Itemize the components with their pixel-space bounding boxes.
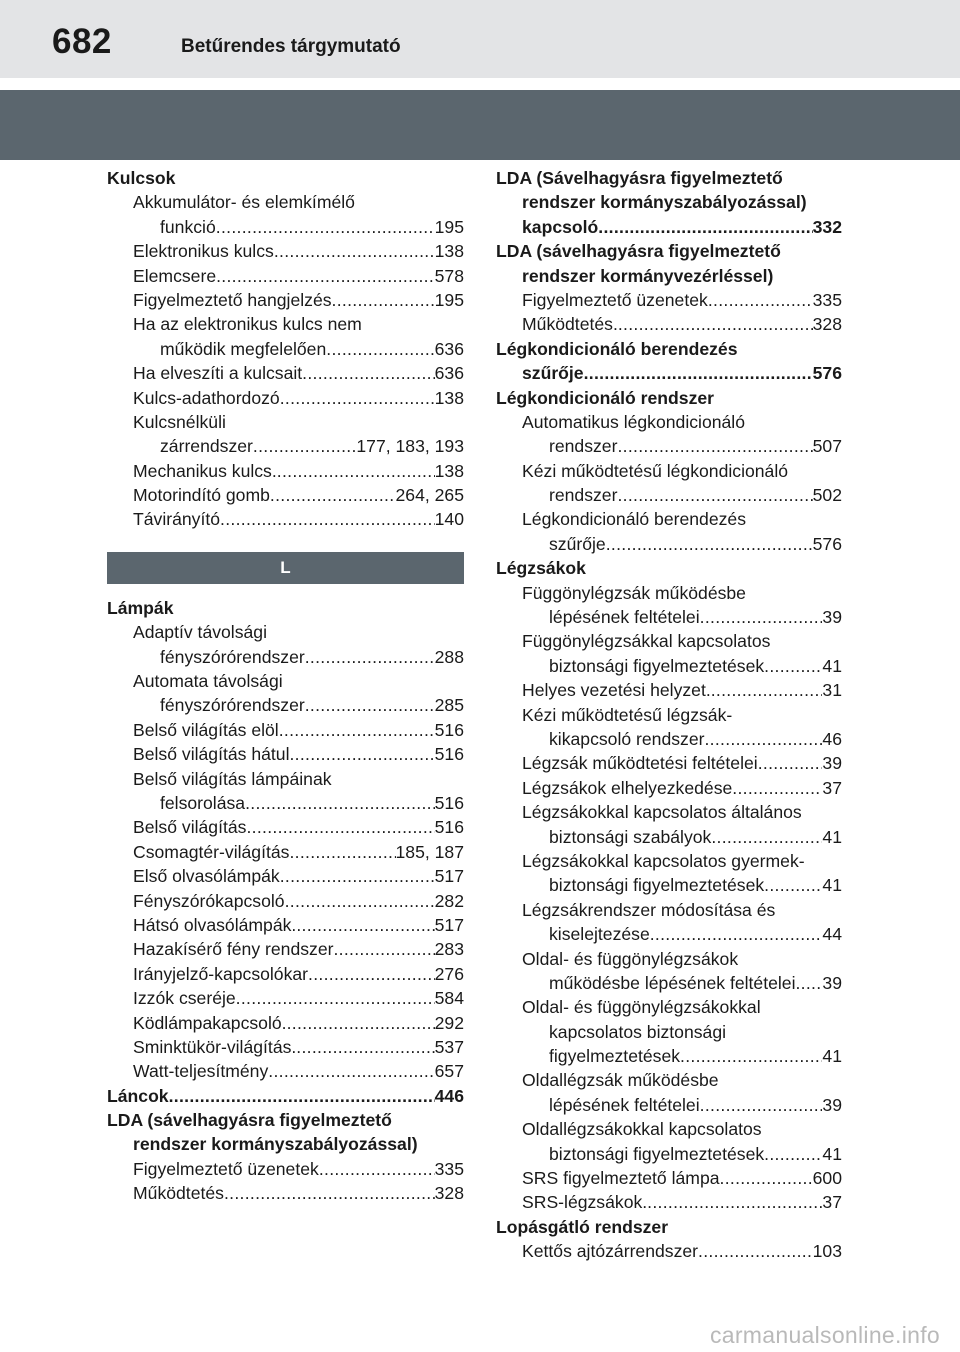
letter-section-label: L	[280, 557, 291, 577]
entry-label: rendszer kormányszabályozással)	[133, 1134, 418, 1155]
index-entry[interactable]	[496, 312, 842, 336]
entry-label: Mechanikus kulcs.	[133, 460, 277, 481]
dot-leader	[708, 288, 813, 312]
index-entry[interactable]	[496, 605, 842, 629]
entry-label: Automata távolsági	[133, 671, 283, 692]
entry-page-number[interactable]: 502	[812, 485, 842, 506]
index-entry[interactable]	[107, 483, 464, 507]
index-heading-entry	[496, 166, 842, 190]
dot-leader	[764, 654, 822, 678]
entry-label: LDA (Sávelhagyásra figyelmeztető	[496, 168, 783, 188]
index-entry[interactable]	[107, 507, 464, 531]
index-entry[interactable]	[496, 532, 842, 556]
index-entry[interactable]	[496, 727, 842, 751]
entry-label: Elektronikus kulcs	[133, 241, 274, 262]
entry-page-number[interactable]: 335	[812, 289, 842, 310]
entry-page-number[interactable]: 138	[434, 387, 464, 408]
dot-leader	[220, 507, 435, 531]
index-entry[interactable]	[496, 873, 842, 897]
entry-label: Belső világítás	[133, 817, 247, 838]
index-entry[interactable]	[107, 1035, 464, 1059]
entry-label: Kettős ajtózárrendszer	[522, 1241, 699, 1262]
entry-label: Függönylégzsákkal kapcsolatos	[522, 631, 771, 652]
entry-page-number[interactable]: 31	[822, 680, 842, 701]
index-entry	[496, 995, 842, 1019]
index-entry[interactable]	[107, 986, 464, 1010]
dot-leader	[584, 361, 813, 385]
entry-page-number[interactable]: 576	[812, 363, 842, 384]
entry-label: biztonsági figyelmeztetések	[549, 655, 765, 676]
entry-label: Kézi működtetésű légkondicionáló	[522, 460, 789, 481]
entry-label: Belső világítás lámpáinak	[133, 768, 332, 789]
dot-leader	[270, 483, 396, 507]
entry-label: Légzsákokkal kapcsolatos gyermek-	[522, 850, 805, 871]
entry-label: LDA (sávelhagyásra figyelmeztető	[496, 241, 781, 262]
index-entry	[496, 507, 842, 531]
entry-page-number[interactable]: 41	[822, 1143, 842, 1164]
dot-leader	[618, 312, 813, 336]
index-entry[interactable]	[107, 645, 464, 669]
index-entry[interactable]	[107, 937, 464, 961]
entry-page-number[interactable]: 39	[822, 753, 842, 774]
dot-leader	[224, 1181, 435, 1205]
dot-leader	[289, 742, 434, 766]
dot-leader	[711, 825, 822, 849]
dot-leader	[245, 791, 435, 815]
dot-leader	[279, 718, 435, 742]
entry-page-number[interactable]: 657	[434, 1061, 464, 1082]
entry-label: Lámpák	[107, 597, 174, 618]
entry-page-number[interactable]: 185, 187	[395, 841, 464, 862]
entry-label: Láncok	[107, 1085, 169, 1106]
entry-page-number[interactable]: 195	[434, 289, 464, 310]
entry-page-number[interactable]: 44	[822, 924, 842, 945]
dot-leader	[285, 889, 435, 913]
entry-page-number[interactable]: 517	[434, 866, 464, 887]
index-entry[interactable]	[496, 1166, 842, 1190]
index-entry	[107, 190, 464, 214]
dot-leader	[169, 1084, 435, 1108]
entry-label: Függönylégzsák működésbe	[522, 582, 746, 603]
entry-label: Motorindító gomb	[133, 485, 270, 506]
index-entry[interactable]	[107, 791, 464, 815]
entry-page-number[interactable]: 140	[434, 509, 464, 530]
entry-label: működik megfelelően	[160, 338, 327, 359]
dot-leader	[302, 361, 434, 385]
entry-page-number[interactable]: 446	[434, 1085, 464, 1106]
dot-leader	[216, 215, 435, 239]
dot-leader	[764, 1142, 822, 1166]
entry-label: Ha elveszíti a kulcsait	[133, 363, 303, 384]
entry-page-number[interactable]: 37	[822, 1192, 842, 1213]
index-heading-entry	[496, 1215, 842, 1239]
entry-page-number[interactable]: 282	[434, 890, 464, 911]
index-block-l-continued	[496, 166, 842, 1264]
entry-label: Lopásgátló rendszer	[496, 1216, 669, 1237]
entry-page-number[interactable]: 37	[822, 777, 842, 798]
entry-label: Belső világítás hátul	[133, 744, 290, 765]
entry-page-number[interactable]: 332	[812, 216, 842, 237]
entry-label: rendszer kormányvezérléssel)	[522, 265, 774, 286]
index-entry[interactable]	[107, 337, 464, 361]
entry-page-number[interactable]: 177, 183, 193	[356, 436, 464, 457]
entry-label: fényszórórendszer	[160, 695, 305, 716]
entry-label: rendszer	[549, 485, 618, 506]
entry-page-number[interactable]: 41	[822, 875, 842, 896]
index-entry[interactable]	[107, 1059, 464, 1083]
index-heading-entry	[496, 337, 842, 361]
entry-label: kapcsolatos biztonsági	[549, 1021, 727, 1042]
index-entry[interactable]	[107, 1181, 464, 1205]
entry-label: Sminktükör-világítás.	[133, 1036, 297, 1057]
entry-label: Adaptív távolsági	[133, 622, 267, 643]
index-entry[interactable]	[496, 434, 842, 458]
entry-label: Légzsákok	[496, 558, 586, 579]
index-entry	[107, 410, 464, 434]
index-entry[interactable]	[107, 913, 464, 937]
index-entry[interactable]	[496, 922, 842, 946]
index-entry[interactable]	[107, 1157, 464, 1181]
dot-leader	[720, 1166, 813, 1190]
dot-leader	[287, 1011, 435, 1035]
page-number: 682	[52, 22, 112, 61]
index-entry[interactable]	[496, 654, 842, 678]
entry-label: rendszer	[549, 436, 618, 457]
entry-page-number[interactable]: 516	[434, 817, 464, 838]
index-block-k	[107, 166, 464, 532]
dot-leader	[296, 913, 434, 937]
header-band	[0, 90, 960, 160]
index-entry	[496, 800, 842, 824]
entry-page-number[interactable]: 576	[812, 533, 842, 554]
index-entry	[496, 898, 842, 922]
dot-leader	[647, 1190, 822, 1214]
entry-label: Kulcsnélküli	[133, 411, 226, 432]
entry-label: kiselejtezése	[549, 924, 650, 945]
entry-page-number[interactable]: 328	[434, 1183, 464, 1204]
index-entry[interactable]	[107, 742, 464, 766]
dot-leader	[617, 434, 812, 458]
entry-label: Figyelmeztető hangjelzés	[133, 289, 332, 310]
index-entry[interactable]	[496, 825, 842, 849]
entry-label: Működtetés	[133, 1183, 224, 1204]
entry-label: kikapcsoló rendszer	[549, 728, 705, 749]
entry-label: Oldallégzsák működésbe	[522, 1070, 719, 1091]
index-entry[interactable]	[496, 288, 842, 312]
entry-label: Légzsák működtetési feltételei	[522, 753, 758, 774]
entry-page-number[interactable]: 264, 265	[395, 485, 464, 506]
entry-page-number[interactable]: 41	[822, 826, 842, 847]
entry-label: szűrője	[549, 533, 606, 554]
entry-label: zárrendszer	[160, 436, 253, 457]
dot-leader	[305, 645, 435, 669]
entry-label: Ha az elektronikus kulcs nem	[133, 314, 362, 335]
entry-label: rendszer kormányszabályozással)	[522, 192, 807, 213]
entry-label: Oldal- és függönylégzsákokkal	[522, 997, 761, 1018]
entry-label: Távirányító	[133, 509, 221, 530]
letter-section-band	[107, 552, 464, 584]
entry-label: SRS-légzsákok.	[522, 1192, 648, 1213]
entry-page-number[interactable]: 39	[822, 607, 842, 628]
dot-leader	[698, 1239, 813, 1263]
index-heading-entry	[496, 239, 842, 263]
entry-page-number[interactable]: 138	[434, 460, 464, 481]
index-entry[interactable]	[107, 815, 464, 839]
index-entry	[496, 459, 842, 483]
index-entry[interactable]	[107, 718, 464, 742]
entry-page-number[interactable]: 516	[434, 792, 464, 813]
entry-label: Légkondicionáló berendezés	[522, 509, 747, 530]
dot-leader	[274, 239, 435, 263]
entry-label: Oldal- és függönylégzsákok	[522, 948, 739, 969]
index-entry	[496, 410, 842, 434]
index-block-l	[107, 596, 464, 1206]
dot-leader	[280, 386, 435, 410]
index-entry[interactable]	[107, 459, 464, 483]
entry-label: működésbe lépésének feltételei	[549, 972, 796, 993]
dot-leader	[332, 288, 435, 312]
index-entry	[496, 264, 842, 288]
dot-leader	[277, 459, 435, 483]
dot-leader	[732, 776, 822, 800]
dot-leader	[704, 727, 822, 751]
index-entry[interactable]	[107, 264, 464, 288]
entry-label: Légzsákokkal kapcsolatos általános	[522, 802, 802, 823]
entry-page-number[interactable]: 584	[434, 988, 464, 1009]
index-entry[interactable]	[496, 971, 842, 995]
index-entry[interactable]	[107, 239, 464, 263]
index-entry	[107, 669, 464, 693]
index-entry[interactable]	[496, 751, 842, 775]
index-entry	[496, 1068, 842, 1092]
index-entry[interactable]	[496, 1093, 842, 1117]
index-entry[interactable]	[107, 864, 464, 888]
entry-label: lépésének feltételei	[549, 607, 700, 628]
entry-label: Légkondicionáló berendezés	[496, 338, 738, 359]
dot-leader	[268, 1059, 434, 1083]
entry-label: fényszórórendszer	[160, 646, 305, 667]
index-entry	[496, 1117, 842, 1141]
entry-page-number[interactable]: 516	[434, 719, 464, 740]
index-entry[interactable]	[107, 386, 464, 410]
entry-label: Légkondicionáló rendszer	[496, 387, 715, 408]
entry-label: biztonsági figyelmeztetések	[549, 875, 765, 896]
entry-label: Elemcsere	[133, 265, 217, 286]
index-entry[interactable]	[496, 1239, 842, 1263]
entry-label: lépésének feltételei	[549, 1094, 700, 1115]
entry-page-number[interactable]: 41	[822, 1046, 842, 1067]
index-entry	[107, 620, 464, 644]
entry-label: Kézi működtetésű légzsák-	[522, 704, 733, 725]
entry-page-number[interactable]: 288	[434, 646, 464, 667]
entry-label: Akkumulátor- és elemkímélő	[133, 192, 355, 213]
dot-leader	[280, 864, 435, 888]
section-title: Betűrendes tárgymutató	[181, 36, 401, 57]
dot-leader	[606, 532, 813, 556]
entry-label: Első olvasólámpák	[133, 866, 280, 887]
entry-label: Figyelmeztető üzenetek	[522, 289, 708, 310]
entry-label: biztonsági figyelmeztetések	[549, 1143, 765, 1164]
dot-leader	[764, 873, 822, 897]
entry-label: Irányjelző-kapcsolókar	[133, 963, 309, 984]
dot-leader	[253, 434, 356, 458]
dot-leader	[246, 815, 434, 839]
index-entry	[496, 629, 842, 653]
index-heading-entry	[496, 556, 842, 580]
entry-page-number[interactable]: 517	[434, 914, 464, 935]
dot-leader	[305, 693, 435, 717]
dot-leader	[326, 337, 434, 361]
index-entry	[107, 1132, 464, 1156]
entry-page-number[interactable]: 103	[812, 1241, 842, 1262]
entry-page-number[interactable]: 39	[822, 1094, 842, 1115]
header-bar	[0, 0, 960, 78]
entry-label: Kulcs-adathordozó	[133, 387, 280, 408]
dot-leader	[680, 1044, 822, 1068]
index-entry[interactable]	[107, 1011, 464, 1035]
dot-leader	[758, 751, 823, 775]
entry-page-number[interactable]: 138	[434, 241, 464, 262]
index-heading-entry	[107, 1108, 464, 1132]
dot-leader	[598, 215, 812, 239]
dot-leader	[289, 840, 395, 864]
dot-leader	[308, 962, 435, 986]
index-entry	[496, 190, 842, 214]
dot-leader	[296, 1035, 434, 1059]
entry-page-number[interactable]: 39	[822, 972, 842, 993]
entry-page-number[interactable]: 41	[822, 655, 842, 676]
entry-label: SRS figyelmeztető lámpa	[522, 1168, 720, 1189]
entry-label: funkció	[160, 216, 216, 237]
entry-label: kapcsoló	[522, 216, 599, 237]
entry-page-number[interactable]: 537	[434, 1036, 464, 1057]
index-entry	[496, 703, 842, 727]
index-entry[interactable]	[496, 776, 842, 800]
index-entry	[496, 1020, 842, 1044]
index-entry	[107, 767, 464, 791]
dot-leader	[333, 937, 434, 961]
entry-page-number[interactable]: 578	[434, 265, 464, 286]
dot-leader	[650, 922, 823, 946]
entry-label: Csomagtér-világítás	[133, 841, 290, 862]
entry-page-number[interactable]: 507	[812, 436, 842, 457]
index-entry[interactable]	[107, 840, 464, 864]
index-entry[interactable]	[496, 215, 842, 239]
entry-label: LDA (sávelhagyásra figyelmeztető	[107, 1110, 392, 1131]
entry-page-number[interactable]: 636	[434, 363, 464, 384]
index-entry[interactable]	[496, 361, 842, 385]
entry-page-number[interactable]: 276	[434, 963, 464, 984]
entry-page-number[interactable]: 516	[434, 744, 464, 765]
entry-label: szűrője	[522, 363, 584, 384]
index-entry[interactable]	[496, 1044, 842, 1068]
index-entry	[107, 312, 464, 336]
index-entry[interactable]	[107, 693, 464, 717]
index-column-left	[107, 166, 464, 1206]
entry-label: Hátsó olvasólámpák.	[133, 914, 297, 935]
index-entry	[496, 947, 842, 971]
index-heading-entry	[107, 596, 464, 620]
index-entry[interactable]	[107, 215, 464, 239]
entry-page-number[interactable]: 600	[812, 1168, 842, 1189]
index-entry[interactable]	[107, 889, 464, 913]
dot-leader	[795, 971, 822, 995]
index-entry[interactable]	[496, 483, 842, 507]
entry-page-number[interactable]: 195	[434, 216, 464, 237]
entry-label: Watt-teljesítmény	[133, 1061, 269, 1082]
entry-label: Figyelmeztető üzenetek	[133, 1158, 319, 1179]
entry-page-number[interactable]: 328	[812, 314, 842, 335]
dot-leader	[236, 986, 435, 1010]
entry-label: Oldallégzsákokkal kapcsolatos	[522, 1119, 762, 1140]
index-entry[interactable]	[107, 288, 464, 312]
entry-label: Hazakísérő fény rendszer	[133, 939, 334, 960]
entry-page-number[interactable]: 283	[434, 939, 464, 960]
entry-page-number[interactable]: 46	[822, 728, 842, 749]
entry-label: Helyes vezetési helyzet.	[522, 680, 711, 701]
dot-leader	[617, 483, 812, 507]
index-column-right	[496, 166, 842, 1264]
index-heading-entry	[107, 166, 464, 190]
index-entry[interactable]	[496, 1190, 842, 1214]
entry-label: felsorolása	[160, 792, 246, 813]
entry-label: Légzsákok elhelyezkedése	[522, 777, 733, 798]
entry-label: Belső világítás elöl	[133, 719, 279, 740]
index-entry	[496, 849, 842, 873]
entry-label: Fényszórókapcsoló	[133, 890, 285, 911]
entry-page-number[interactable]: 335	[434, 1158, 464, 1179]
entry-label: Izzók cseréje	[133, 988, 236, 1009]
dot-leader	[700, 605, 823, 629]
entry-label: Légzsákrendszer módosítása és	[522, 899, 776, 920]
entry-label: Működtetés.	[522, 314, 618, 335]
entry-label: Ködlámpakapcsoló.	[133, 1012, 287, 1033]
entry-page-number[interactable]: 292	[434, 1012, 464, 1033]
index-heading-entry	[496, 386, 842, 410]
dot-leader	[319, 1157, 435, 1181]
entry-label: Kulcsok	[107, 168, 176, 188]
entry-page-number[interactable]: 636	[434, 338, 464, 359]
entry-label: Automatikus légkondicionáló	[522, 411, 745, 432]
index-entry[interactable]	[496, 678, 842, 702]
index-entry[interactable]	[496, 1142, 842, 1166]
dot-leader	[700, 1093, 823, 1117]
dot-leader	[711, 678, 823, 702]
entry-page-number[interactable]: 285	[434, 695, 464, 716]
entry-label: figyelmeztetések	[549, 1046, 681, 1067]
index-entry[interactable]	[107, 434, 464, 458]
watermark-text: carmanualsonline.info	[709, 1322, 940, 1348]
dot-leader	[216, 264, 435, 288]
index-entry	[496, 581, 842, 605]
entry-label: biztonsági szabályok	[549, 826, 712, 847]
index-entry[interactable]	[107, 962, 464, 986]
index-heading-entry[interactable]	[107, 1084, 464, 1108]
index-entry[interactable]	[107, 361, 464, 385]
